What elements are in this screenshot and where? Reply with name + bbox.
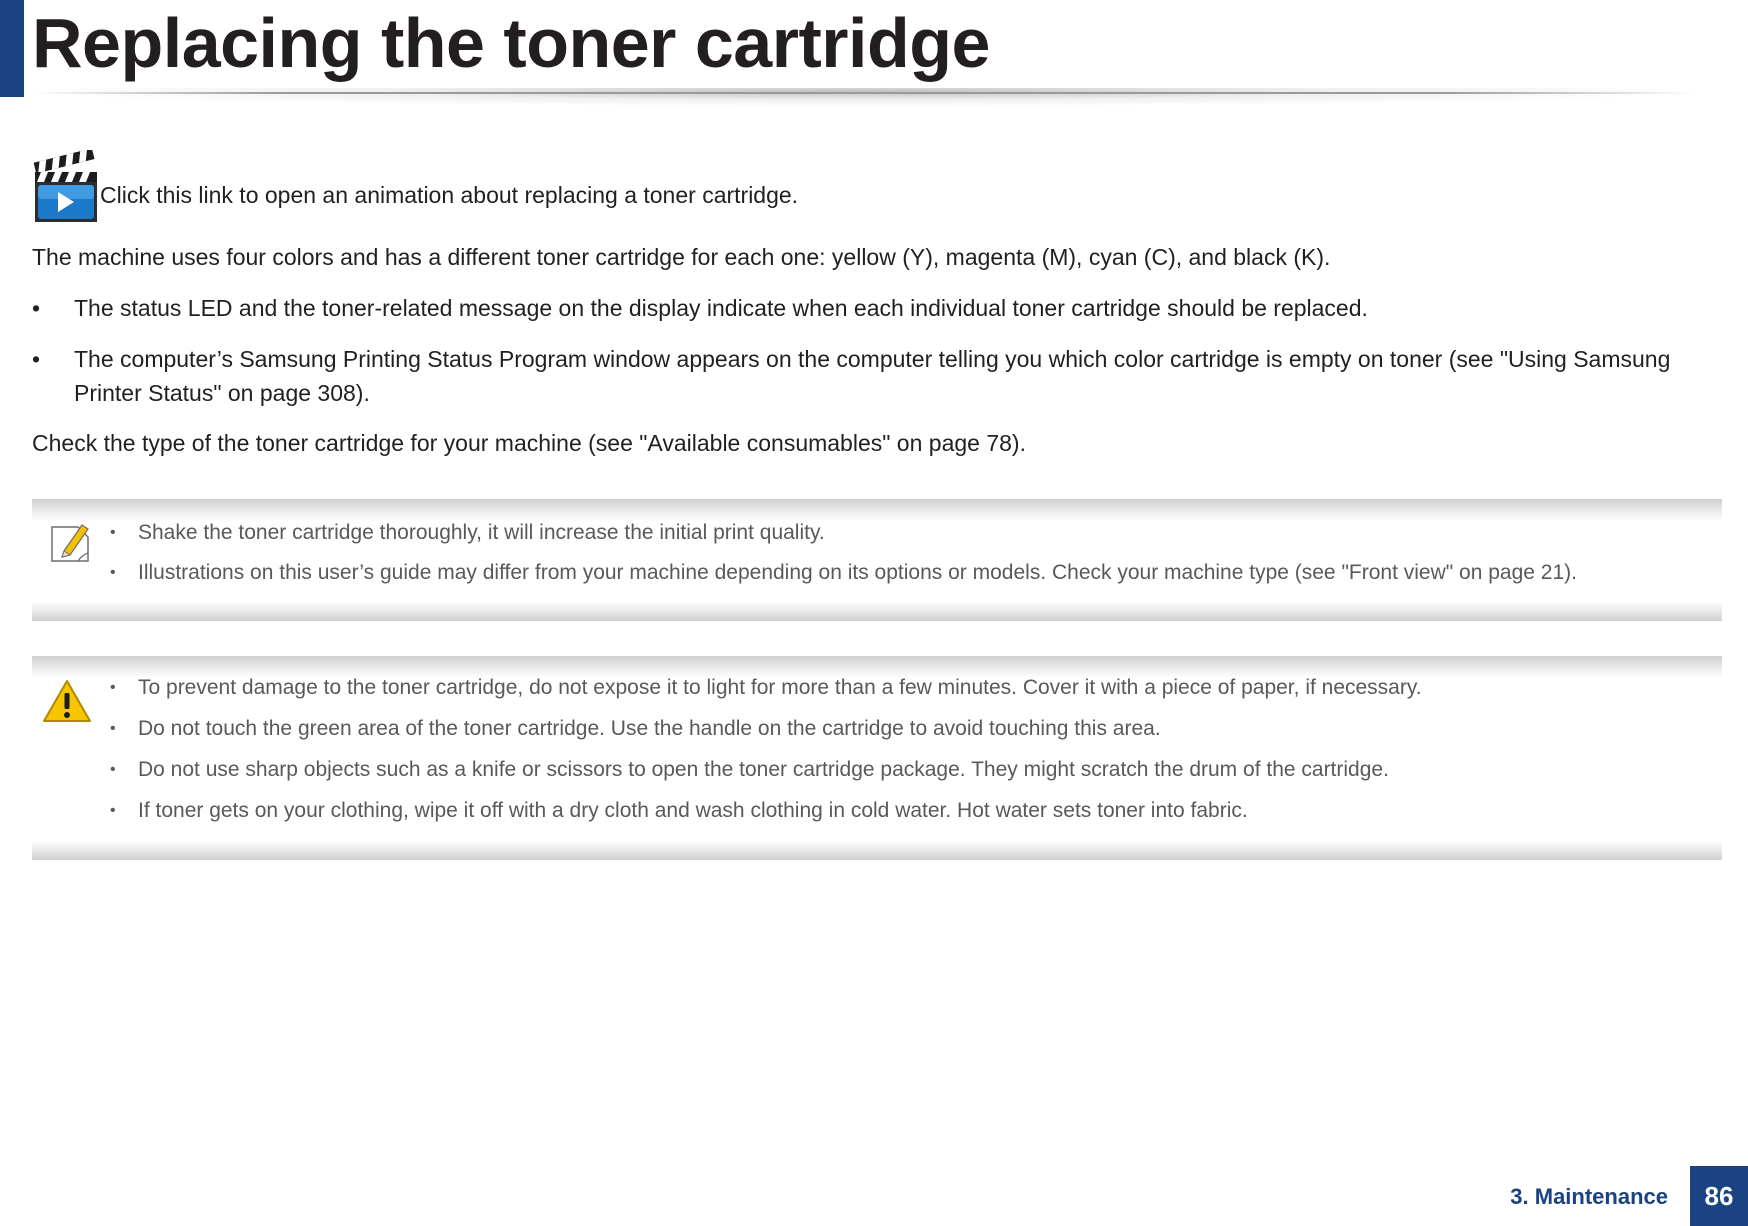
note-list xyxy=(110,519,1577,599)
bullet-item xyxy=(32,342,1714,410)
clapperboard-play-icon xyxy=(32,150,98,224)
note-panel xyxy=(32,499,1722,621)
bullet-marker: • xyxy=(110,720,116,737)
bullet-marker: • xyxy=(110,761,116,778)
title-divider xyxy=(32,88,1692,106)
bullet-text: The status LED and the toner-related message on the display indicate when each individual toner cartridge should be replaced. xyxy=(74,295,1368,321)
bullet-text: The computer’s Samsung Printing Status Program window appears on the computer telling you which color cartridge is empty on toner (see "Using Samsung Printer Status" on page 308). xyxy=(74,346,1671,406)
check-type-paragraph: Check the type of the toner cartridge for your machine (see "Available consumables" on page 78). xyxy=(32,430,1026,456)
note-text: Illustrations on this user’s guide may differ from your machine depending on its options or models. Check your machine type (see "Front view" on page 21). xyxy=(138,561,1577,584)
bullet-item xyxy=(32,291,1368,325)
caution-text: To prevent damage to the toner cartridge, do not expose it to light for more than a few minutes. Cover it with a piece of paper, if necessary. xyxy=(138,676,1422,699)
intro-paragraph: The machine uses four colors and has a different toner cartridge for each one: yellow (Y), magenta (M), cyan (C), and black (K). xyxy=(32,244,1331,270)
bullet-marker: • xyxy=(110,524,116,541)
bullet-marker: • xyxy=(32,346,41,372)
caution-text: Do not use sharp objects such as a knife or scissors to open the toner cartridge package. They might scratch the drum of the cartridge. xyxy=(138,758,1389,781)
caution-panel xyxy=(32,656,1722,860)
bullet-marker: • xyxy=(110,679,116,696)
animation-link-icon[interactable] xyxy=(32,150,98,224)
caution-text: If toner gets on your clothing, wipe it off with a dry cloth and wash clothing in cold water. Hot water sets toner into fabric. xyxy=(138,799,1248,822)
caution-text: Do not touch the green area of the toner cartridge. Use the handle on the cartridge to avoid touching this area. xyxy=(138,717,1161,740)
panel-bottom-shade xyxy=(32,840,1722,860)
caution-list xyxy=(110,674,1422,838)
note-item xyxy=(110,559,1577,587)
note-text: Shake the toner cartridge thoroughly, it will increase the initial print quality. xyxy=(138,521,825,544)
title-accent-bar xyxy=(0,0,24,97)
note-pencil-icon xyxy=(48,521,92,565)
page-number-badge: 86 xyxy=(1690,1166,1748,1226)
page-title: Replacing the toner cartridge xyxy=(32,4,990,82)
caution-item xyxy=(110,715,1422,743)
bullet-marker: • xyxy=(110,564,116,581)
bullet-marker: • xyxy=(32,295,41,321)
bullet-marker: • xyxy=(110,802,116,819)
caution-item xyxy=(110,756,1422,784)
panel-top-shade xyxy=(32,499,1722,521)
note-item xyxy=(110,519,1577,547)
caution-item xyxy=(110,674,1422,702)
animation-link-text[interactable]: Click this link to open an animation about replacing a toner cartridge. xyxy=(100,182,799,208)
footer-section-label: 3. Maintenance xyxy=(1510,1184,1668,1209)
caution-item xyxy=(110,797,1422,825)
warning-triangle-icon xyxy=(42,678,92,724)
panel-bottom-shade xyxy=(32,601,1722,621)
